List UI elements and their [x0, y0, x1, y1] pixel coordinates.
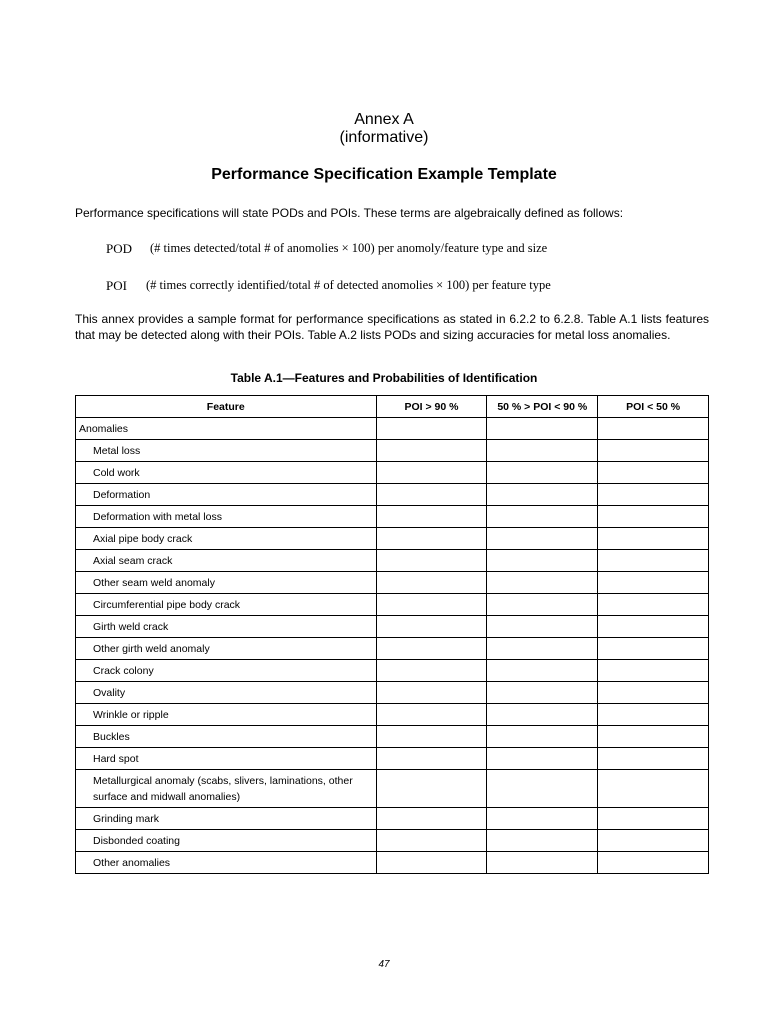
- empty-cell: [598, 506, 709, 528]
- feature-cell: Circumferential pipe body crack: [76, 594, 377, 616]
- empty-cell: [487, 572, 598, 594]
- feature-cell: Wrinkle or ripple: [76, 704, 377, 726]
- empty-cell: [487, 852, 598, 874]
- feature-cell: Axial pipe body crack: [76, 528, 377, 550]
- empty-cell: [487, 660, 598, 682]
- empty-cell: [376, 506, 487, 528]
- empty-cell: [598, 616, 709, 638]
- empty-cell: [487, 506, 598, 528]
- features-table: [75, 395, 709, 874]
- empty-cell: [376, 660, 487, 682]
- feature-cell: Buckles: [76, 726, 377, 748]
- table-row: [76, 484, 709, 506]
- feature-cell: Cold work: [76, 462, 377, 484]
- header-poi-low: POI < 50 %: [598, 396, 709, 418]
- feature-cell: Grinding mark: [76, 808, 377, 830]
- empty-cell: [487, 418, 598, 440]
- equation-pod-label: POD: [106, 241, 133, 256]
- empty-cell: [598, 704, 709, 726]
- feature-cell: Metallurgical anomaly (scabs, slivers, laminations, other surface and midwall anomalies): [76, 770, 377, 808]
- empty-cell: [487, 440, 598, 462]
- empty-cell: [598, 770, 709, 808]
- empty-cell: [376, 572, 487, 594]
- empty-cell: [598, 484, 709, 506]
- table-row: [76, 616, 709, 638]
- feature-cell: Other seam weld anomaly: [76, 572, 377, 594]
- feature-cell: Other anomalies: [76, 852, 377, 874]
- empty-cell: [376, 808, 487, 830]
- table-row: [76, 594, 709, 616]
- body-paragraph: This annex provides a sample format for performance specifications as stated in 6.2.2 to 6.2.8. Table A.1 lists features that may be detected along with their POIs. Table A.2 lists PODs and sizing accuracies for metal loss anomalies.: [75, 312, 709, 342]
- feature-cell: Other girth weld anomaly: [76, 638, 377, 660]
- empty-cell: [598, 572, 709, 594]
- table-row: [76, 726, 709, 748]
- empty-cell: [487, 484, 598, 506]
- empty-cell: [598, 852, 709, 874]
- empty-cell: [487, 594, 598, 616]
- empty-cell: [487, 462, 598, 484]
- empty-cell: [598, 440, 709, 462]
- empty-cell: [376, 682, 487, 704]
- empty-cell: [598, 808, 709, 830]
- empty-cell: [487, 726, 598, 748]
- table-header-row: [76, 396, 709, 418]
- empty-cell: [487, 638, 598, 660]
- header-poi-mid: 50 % > POI < 90 %: [487, 396, 598, 418]
- empty-cell: [487, 748, 598, 770]
- empty-cell: [487, 550, 598, 572]
- table-row: [76, 770, 709, 808]
- empty-cell: [376, 616, 487, 638]
- table-row: [76, 748, 709, 770]
- feature-cell: Disbonded coating: [76, 830, 377, 852]
- empty-cell: [598, 638, 709, 660]
- page-number: 47: [378, 959, 390, 970]
- empty-cell: [376, 704, 487, 726]
- page-title: Performance Specification Example Template: [211, 166, 557, 183]
- empty-cell: [487, 616, 598, 638]
- feature-cell: Ovality: [76, 682, 377, 704]
- empty-cell: [487, 682, 598, 704]
- feature-cell: Hard spot: [76, 748, 377, 770]
- empty-cell: [487, 830, 598, 852]
- table-row: [76, 462, 709, 484]
- empty-cell: [598, 748, 709, 770]
- empty-cell: [598, 726, 709, 748]
- feature-cell: Metal loss: [76, 440, 377, 462]
- table-row-category: [76, 418, 709, 440]
- table-row: [76, 808, 709, 830]
- feature-cell: Crack colony: [76, 660, 377, 682]
- empty-cell: [487, 528, 598, 550]
- empty-cell: [598, 682, 709, 704]
- category-cell: Anomalies: [76, 418, 377, 440]
- empty-cell: [598, 550, 709, 572]
- empty-cell: [376, 770, 487, 808]
- table-row: [76, 550, 709, 572]
- empty-cell: [376, 462, 487, 484]
- empty-cell: [376, 638, 487, 660]
- equation-poi-body: (# times correctly identified/total # of detected anomolies × 100) per feature type: [146, 278, 551, 292]
- table-row: [76, 660, 709, 682]
- annex-title: Annex A: [354, 111, 414, 128]
- empty-cell: [376, 594, 487, 616]
- feature-cell: Deformation: [76, 484, 377, 506]
- table-row: [76, 704, 709, 726]
- empty-cell: [376, 726, 487, 748]
- empty-cell: [487, 704, 598, 726]
- table-caption: Table A.1—Features and Probabilities of Identification: [230, 371, 538, 385]
- empty-cell: [598, 528, 709, 550]
- equation-poi-label: POI: [106, 278, 127, 293]
- header-feature: Feature: [76, 396, 377, 418]
- empty-cell: [487, 808, 598, 830]
- empty-cell: [376, 418, 487, 440]
- empty-cell: [376, 550, 487, 572]
- empty-cell: [376, 748, 487, 770]
- feature-cell: Deformation with metal loss: [76, 506, 377, 528]
- header-poi-high: POI > 90 %: [376, 396, 487, 418]
- feature-cell: Axial seam crack: [76, 550, 377, 572]
- empty-cell: [598, 660, 709, 682]
- empty-cell: [598, 594, 709, 616]
- table-row: [76, 852, 709, 874]
- empty-cell: [598, 418, 709, 440]
- annex-informative: (informative): [339, 129, 429, 146]
- feature-cell: Girth weld crack: [76, 616, 377, 638]
- table-row: [76, 506, 709, 528]
- intro-text: Performance specifications will state PODs and POIs. These terms are algebraically defined as follows:: [75, 206, 624, 220]
- equation-pod-body: (# times detected/total # of anomolies × 100) per anomoly/feature type and size: [150, 241, 548, 255]
- table-row: [76, 682, 709, 704]
- empty-cell: [376, 440, 487, 462]
- table-row: [76, 440, 709, 462]
- empty-cell: [376, 852, 487, 874]
- table-row: [76, 528, 709, 550]
- empty-cell: [376, 528, 487, 550]
- table-row: [76, 830, 709, 852]
- empty-cell: [598, 462, 709, 484]
- empty-cell: [376, 484, 487, 506]
- table-row: [76, 572, 709, 594]
- table-row: [76, 638, 709, 660]
- empty-cell: [598, 830, 709, 852]
- empty-cell: [376, 830, 487, 852]
- empty-cell: [487, 770, 598, 808]
